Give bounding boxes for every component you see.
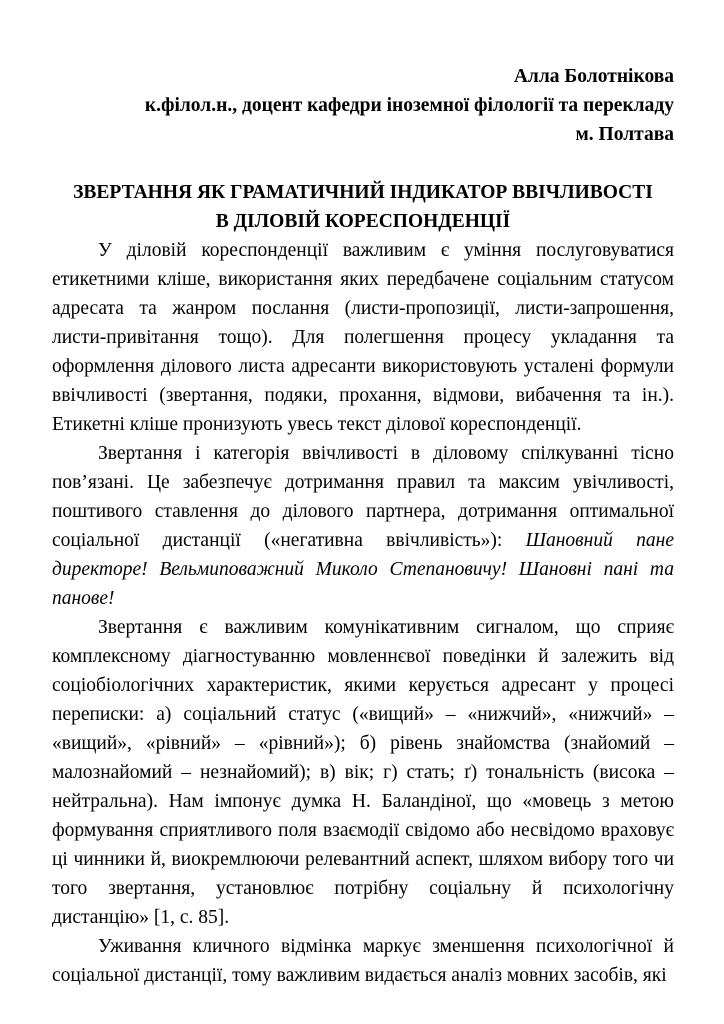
author-name: Алла Болотнікова <box>513 66 674 87</box>
article-title-line2: В ДІЛОВІЙ КОРЕСПОНДЕНЦІЇ <box>215 211 511 232</box>
paragraph-politeness-examples: Шановний пане директоре! Вельмиповажний Миколо Степановичу! Шановні пані та панове! <box>52 530 674 609</box>
paragraph-factors: Звертання є важливим комунікативним сигналом, що сприяє комплексному діагностуванню мовленнєвої поведінки й залежить від соціобіологічних характеристик, якими керується адресант у процесі переписки: а) соціальний статус («вищий» – «нижчий», «нижчий» – «вищий», «рівний» – «рівний»); б) рівень знайомства (знайомий – малознайомий – незнайомий); в) вік; г) стать; ґ) тональність (висока – нейтральна). Нам імпонує думка Н. Баландіної, що «мовець з метою формування сприятливого поля взаємодії свідомо або несвідомо враховує ці чинники й, виокремлюючи релевантний аспект, шляхом вибору того чи того звертання, установлює потрібну соціальну й психологічну дистанцію» [1, с. 85]. <box>52 617 674 928</box>
author-city: м. Полтава <box>575 124 674 145</box>
author-affiliation: к.філол.н., доцент кафедри іноземної філології та перекладу <box>144 95 674 116</box>
paragraph-politeness <box>52 439 674 613</box>
author-block <box>52 62 674 149</box>
article-title-line1: ЗВЕРТАННЯ ЯК ГРАМАТИЧНИЙ ІНДИКАТОР ВВІЧЛИВОСТІ <box>73 182 653 203</box>
paragraph-politeness-text: Звертання і категорія ввічливості в діловому спілкуванні тісно пов’язані. Це забезпечує дотримання правил та максим увічливості, поштивого ставлення до ділового партнера, дотримання оптимальної соціальної дистанції («негативна ввічливість»): <box>52 443 674 551</box>
paragraph-intro: У діловій кореспонденції важливим є уміння послуговуватися етикетними кліше, використання яких передбачене соціальним статусом адресата та жанром послання (листи-пропозиції, листи-запрошення, листи-привітання тощо). Для полегшення процесу укладання та оформлення ділового листа адресанти використовують усталені формули ввічливості (звертання, подяки, прохання, відмови, вибачення та ін.). Етикетні кліше пронизують увесь текст ділової кореспонденції. <box>52 240 674 435</box>
paragraph-vocative: Уживання кличного відмінка маркує зменшення психологічної й соціальної дистанції, тому важливим видається аналіз мовних засобів, які <box>52 936 674 986</box>
article-title <box>52 178 674 236</box>
